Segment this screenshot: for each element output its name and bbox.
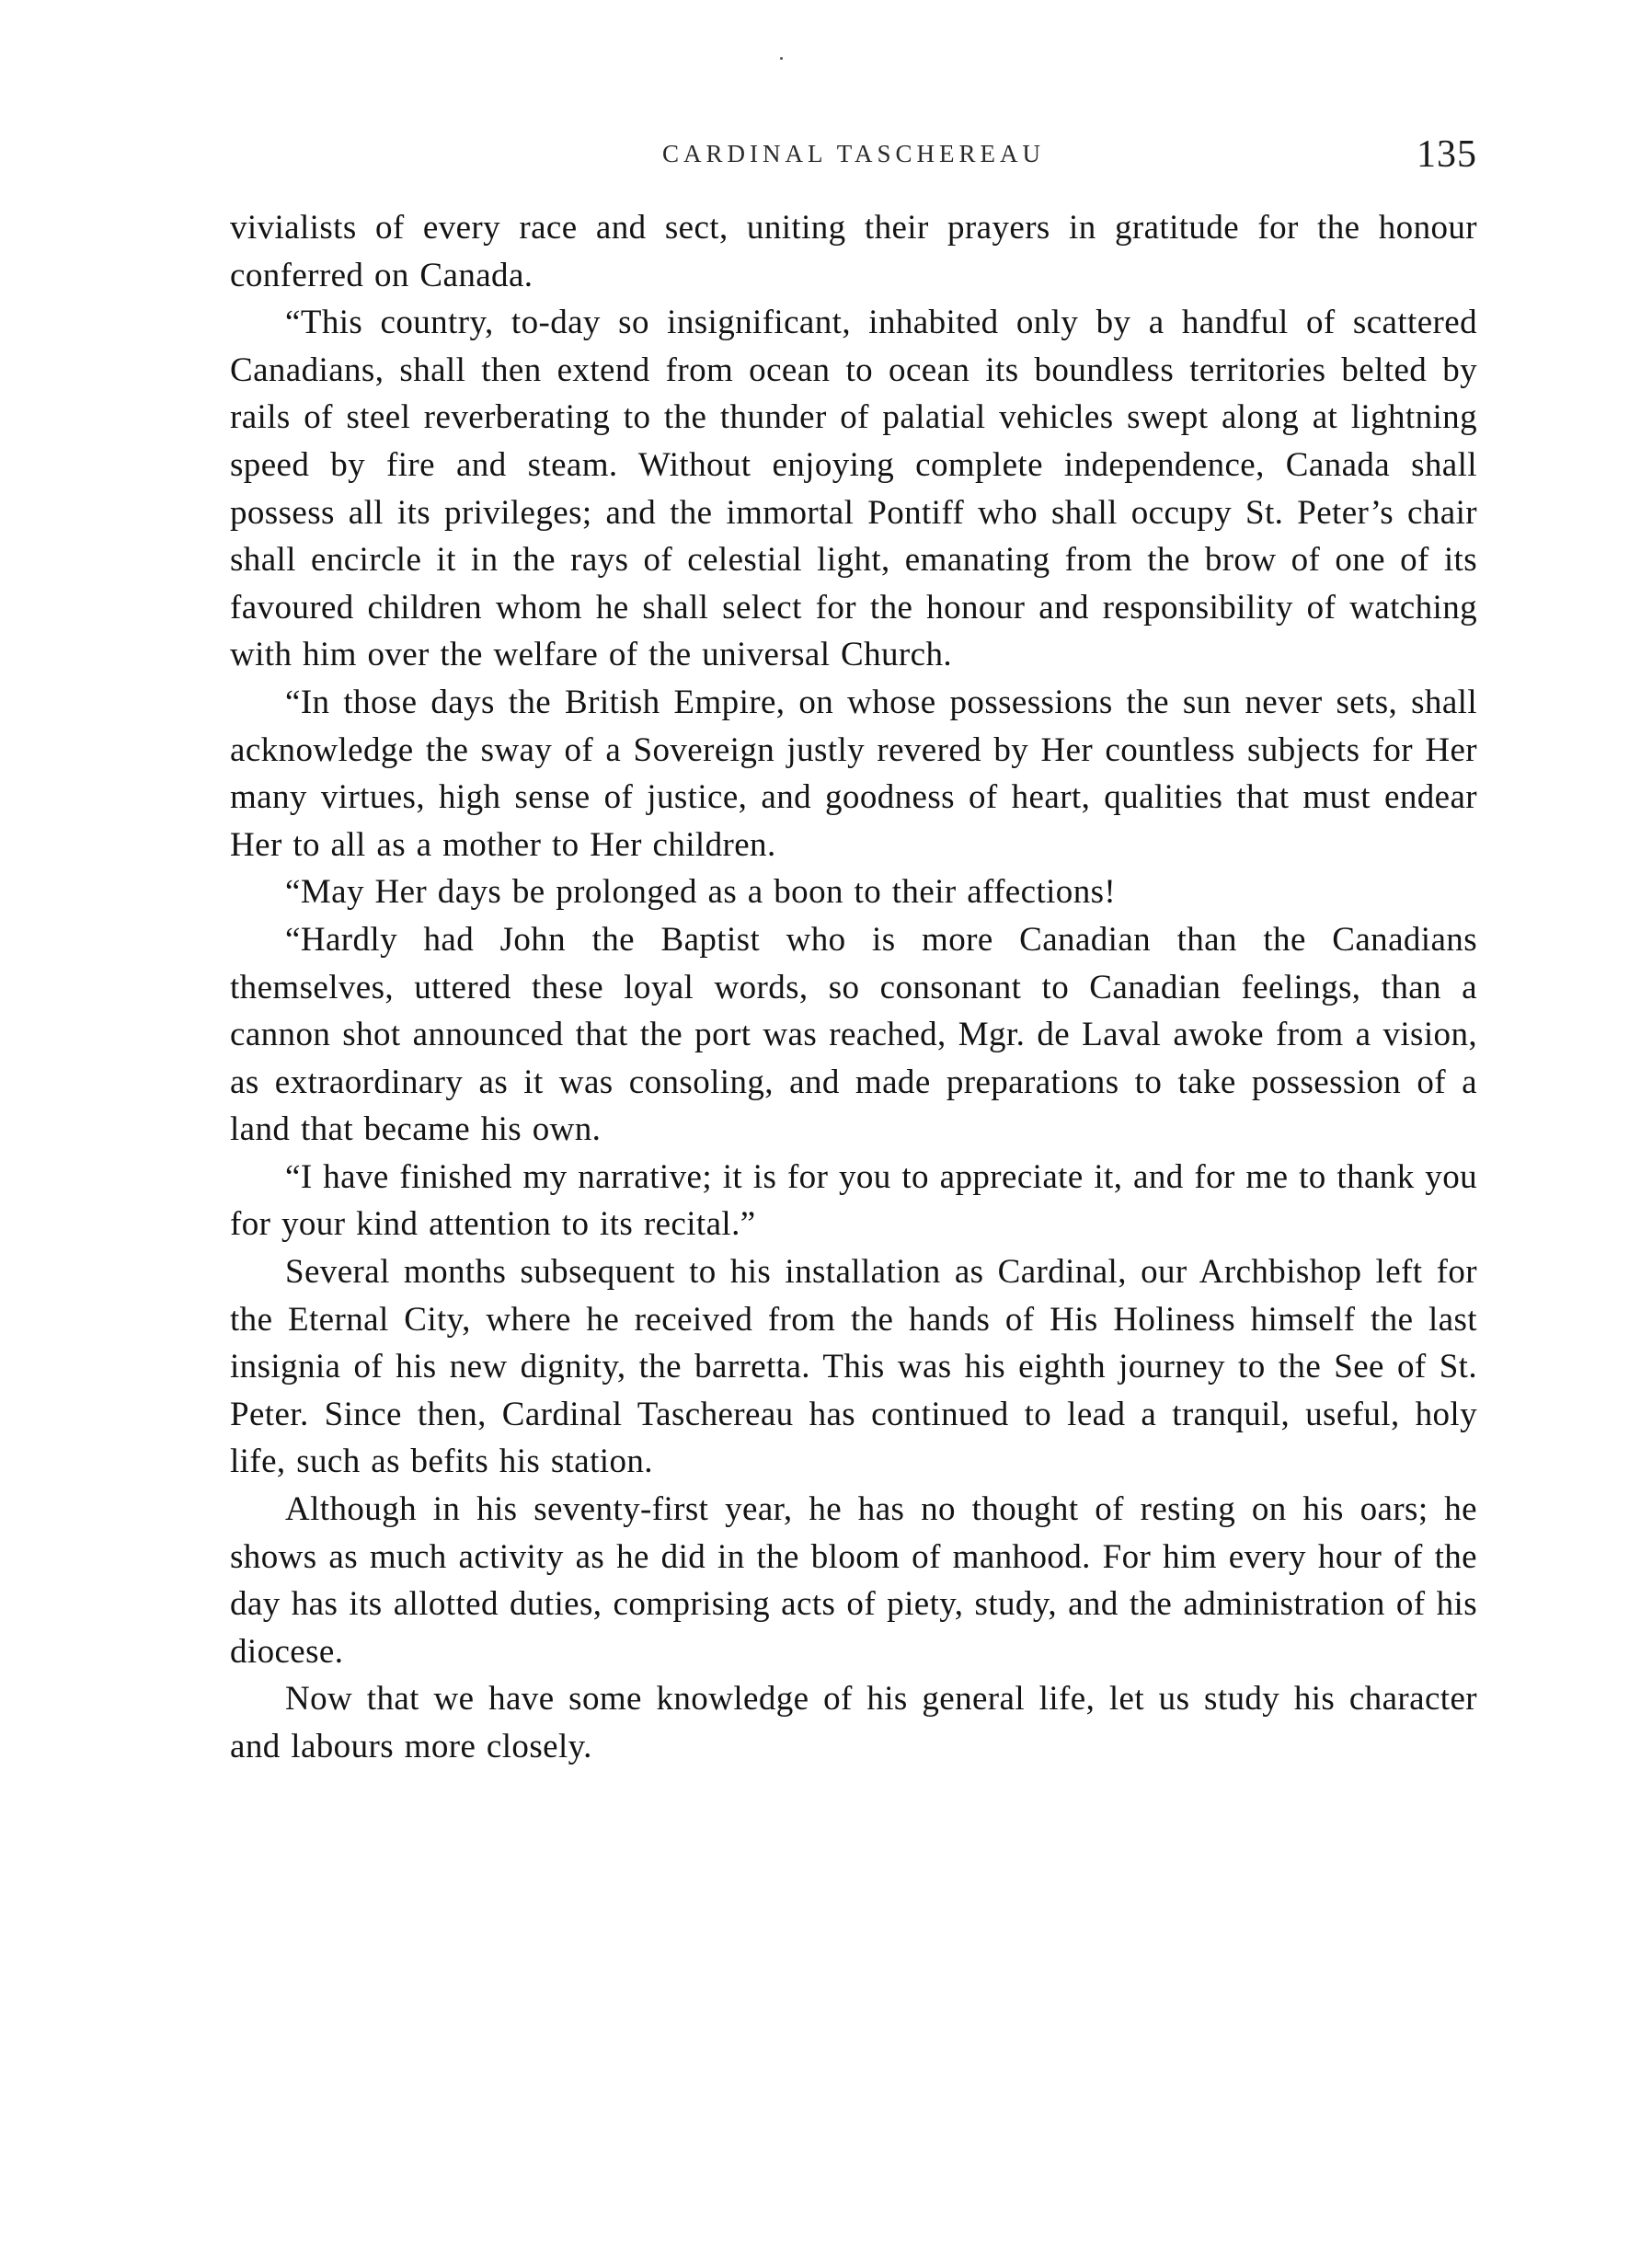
- paragraph: Although in his seventy-first year, he has no thought of resting on his oars; he shows as much activity as he did in the bloom of manhood. For him every hour of the day has its allotted duties, comprising acts of piety, study, and the administration of his diocese.: [230, 1490, 1477, 1671]
- scan-speck: [780, 57, 783, 60]
- paragraph: “May Her days be prolonged as a boon to their affections!: [285, 873, 1117, 912]
- paragraph: Now that we have some knowledge of his general life, let us study his character and labours more closely.: [230, 1680, 1477, 1765]
- page-number: 135: [1417, 133, 1477, 176]
- paragraph: “I have finished my narrative; it is for you to appreciate it, and for me to thank you for your kind attention to its recital.”: [230, 1157, 1477, 1244]
- paragraph: “Hardly had John the Baptist who is more Canadian than the Canadians themselves, uttered these loyal words, so consonant to Canadian feelings, than a cannon shot announced that the port was reached, Mgr. de Laval awoke from a vision, as extraordinary as it was consoling, and made preparations to take possession of a land that became his own.: [230, 920, 1477, 1149]
- body-text: [230, 204, 1477, 1771]
- paragraph: “In those days the British Empire, on whose possessions the sun never sets, shall acknowledge the sway of a Sovereign justly revered by Her countless subjects for Her many virtues, high sense of justice, and goodness of heart, qualities that must endear Her to all as a mother to Her children.: [230, 683, 1477, 864]
- running-head: [230, 134, 1477, 177]
- paragraph: Several months subsequent to his installation as Cardinal, our Archbishop left for the Eternal City, where he received from the hands of His Holiness himself the last insignia of his new dignity, the barretta. This was his eighth journey to the See of St. Peter. Since then, Cardinal Taschereau has continued to lead a tranquil, useful, holy life, such as befits his station.: [230, 1253, 1477, 1481]
- paragraph: “This country, to-day so insignificant, inhabited only by a handful of scattered Canadians, shall then extend from ocean to ocean its boundless territories belted by rails of steel reverberating to the thunder of palatial vehicles swept along at lightning speed by fire and steam. Without enjoying complete independence, Canada shall possess all its privileges; and the immortal Pontiff who shall occupy St. Peter’s chair shall encircle it in the rays of celestial light, emanating from the brow of one of its favoured children whom he shall select for the honour and responsibility of watching with him over the welfare of the universal Church.: [230, 304, 1477, 674]
- running-title: CARDINAL TASCHEREAU: [661, 140, 1046, 167]
- paragraph: vivialists of every race and sect, uniting their prayers in gratitude for the honour conferred on Canada.: [230, 209, 1477, 294]
